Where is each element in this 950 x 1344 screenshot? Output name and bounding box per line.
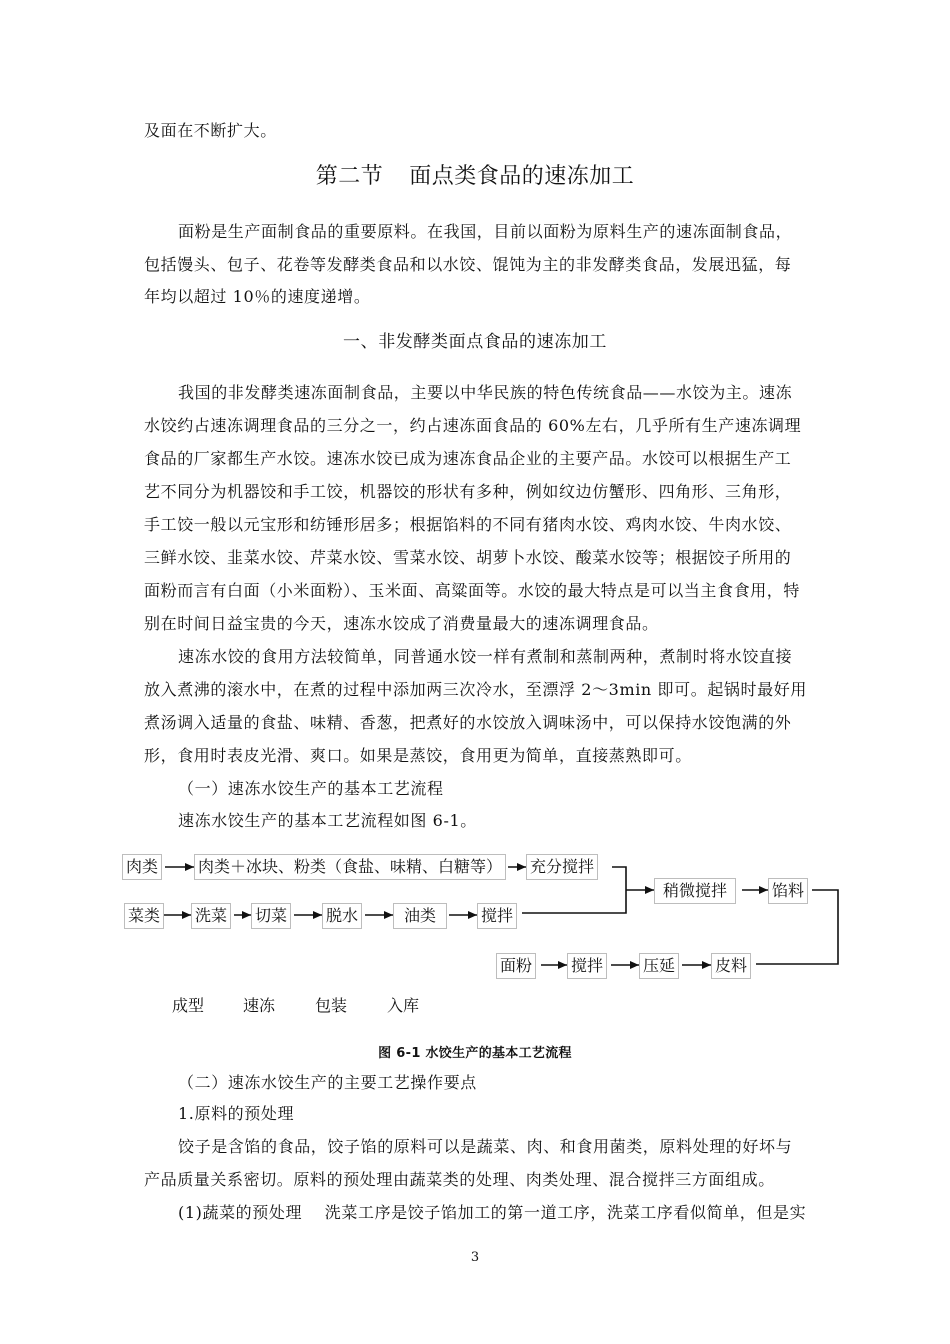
- flow-node-filling: 馅料: [768, 878, 808, 904]
- heading-a: （一）速冻水饺生产的基本工艺流程: [178, 779, 444, 798]
- section-heading: 面点类食品的速冻加工: [409, 164, 635, 189]
- paragraph-line: 三鲜水饺、韭菜水饺、芹菜水饺、雪菜水饺、胡萝卜水饺、酸菜水饺等；根据饺子所用的: [144, 548, 792, 567]
- page-number: 3: [470, 1250, 480, 1265]
- heading-b: （二）速冻水饺生产的主要工艺操作要点: [178, 1073, 477, 1092]
- flow-node-roll: 压延: [639, 953, 679, 979]
- continuation-text: 及面在不断扩大。: [144, 121, 277, 140]
- intro-line: 面粉是生产面制食品的重要原料。在我国，目前以面粉为原料生产的速冻面制食品，: [178, 222, 793, 241]
- flow-node-oil: 油类: [393, 903, 447, 929]
- flow-node-skin: 皮料: [711, 953, 751, 979]
- flow-node-wash: 洗菜: [191, 903, 231, 929]
- flow-node-flour: 面粉: [496, 953, 536, 979]
- flow-node-dehydrate: 脱水: [322, 903, 362, 929]
- section-number: 第二节: [315, 164, 384, 189]
- flow-final-forming: 成型: [172, 996, 205, 1015]
- paragraph-line: 面粉而言有白面（小米面粉）、玉米面、高粱面等。水饺的最大特点是可以当主食食用，特: [144, 581, 801, 600]
- paragraph-line: 速冻水饺的食用方法较简单，同普通水饺一样有煮制和蒸制两种，煮制时将水饺直接: [178, 647, 793, 666]
- subsection-title: 一、非发酵类面点食品的速冻加工: [343, 332, 607, 352]
- paragraph-line: 我国的非发酵类速冻面制食品，主要以中华民族的特色传统食品——水饺为主。速冻: [178, 383, 793, 402]
- flow-node-full-mix: 充分搅拌: [526, 854, 598, 880]
- paragraph-line: 放入煮沸的滚水中，在煮的过程中添加两三次冷水，至漂浮 2～3min 即可。起锅时最好用: [144, 680, 807, 699]
- paragraph-line: 饺子是含馅的食品，饺子馅的原料可以是蔬菜、肉、和食用菌类，原料处理的好坏与: [178, 1137, 793, 1156]
- section-title: [0, 163, 950, 191]
- flow-final-freeze: 速冻: [243, 996, 276, 1015]
- figure-caption: 图 6-1 水饺生产的基本工艺流程: [378, 1046, 572, 1061]
- intro-line: 年均以超过 10％的速度递增。: [144, 287, 371, 306]
- paragraph-line: 形，食用时表皮光滑、爽口。如果是蒸饺，食用更为简单，直接蒸熟即可。: [144, 746, 692, 765]
- paragraph-line: 煮汤调入适量的食盐、味精、香葱，把煮好的水饺放入调味汤中，可以保持水饺饱满的外: [144, 713, 792, 732]
- flow-node-vegetable: 菜类: [124, 903, 164, 929]
- flow-final-package: 包装: [315, 996, 348, 1015]
- flow-node-meat: 肉类: [122, 854, 162, 880]
- paragraph-line: 艺不同分为机器饺和手工饺，机器饺的形状有多种，例如纹边仿蟹形、四角形、三角形，: [144, 482, 792, 501]
- flow-node-cut: 切菜: [251, 903, 291, 929]
- paragraph-line: 食品的厂家都生产水饺。速冻水饺已成为速冻食品企业的主要产品。水饺可以根据生产工: [144, 449, 792, 468]
- process-flow-diagram: [0, 840, 950, 990]
- intro-line: 包括馒头、包子、花卷等发酵类食品和以水饺、馄饨为主的非发酵类食品，发展迅猛，每: [144, 255, 792, 274]
- paragraph-line: 手工饺一般以元宝形和纺锤形居多；根据馅料的不同有猪肉水饺、鸡肉水饺、牛肉水饺、: [144, 515, 792, 534]
- flow-node-knead: 搅拌: [567, 953, 607, 979]
- paragraph-line: (1)蔬菜的预处理 洗菜工序是饺子馅加工的第一道工序，洗菜工序看似简单，但是实: [178, 1203, 807, 1222]
- flow-final-storage: 入库: [387, 996, 420, 1015]
- paragraph-line: 产品质量关系密切。原料的预处理由蔬菜类的处理、肉类处理、混合搅拌三方面组成。: [144, 1170, 775, 1189]
- flow-node-stir: 搅拌: [477, 903, 517, 929]
- flow-intro: 速冻水饺生产的基本工艺流程如图 6-1。: [178, 811, 477, 830]
- heading-c: 1.原料的预处理: [178, 1104, 295, 1123]
- flow-node-light-mix: 稍微搅拌: [654, 878, 736, 904]
- flow-node-meat-mix: 肉类＋冰块、粉类（食盐、味精、白糖等）: [194, 854, 506, 880]
- paragraph-line: 别在时间日益宝贵的今天，速冻水饺成了消费量最大的速冻调理食品。: [144, 614, 659, 633]
- paragraph-line: 水饺约占速冻调理食品的三分之一，约占速冻面食品的 60%左右，几乎所有生产速冻调理: [144, 416, 802, 435]
